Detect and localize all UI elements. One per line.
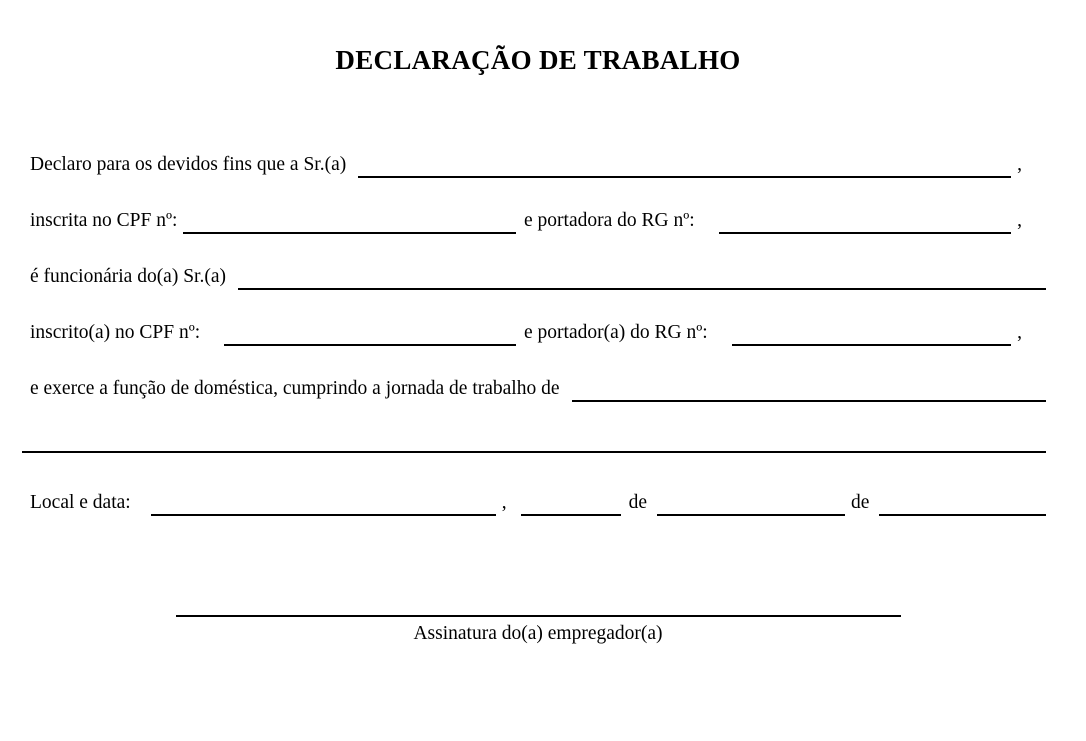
employee-cpf-field[interactable] <box>183 208 516 234</box>
de-label-2: de <box>850 492 870 513</box>
document-title: DECLARAÇÃO DE TRABALHO <box>335 45 741 75</box>
employee-docs-row <box>30 208 1046 234</box>
work-schedule-field[interactable] <box>572 376 1047 402</box>
employer-rg-label: e portador(a) do RG nº: <box>524 322 708 343</box>
employer-docs-row <box>30 320 1046 346</box>
employee-cpf-label: inscrita no CPF nº: <box>30 210 178 231</box>
year-field[interactable] <box>879 490 1046 516</box>
employer-cpf-label: inscrito(a) no CPF nº: <box>30 322 201 343</box>
employee-rg-field[interactable] <box>719 208 1011 234</box>
place-field[interactable] <box>151 490 496 516</box>
signature-line[interactable] <box>176 615 901 617</box>
employer-rg-field[interactable] <box>732 320 1011 346</box>
employer-docs-comma: , <box>1017 322 1022 343</box>
month-field[interactable] <box>657 490 845 516</box>
employer-cpf-field[interactable] <box>224 320 516 346</box>
work-schedule-row <box>30 376 1046 402</box>
work-schedule-continuation-field[interactable] <box>22 451 1046 453</box>
employee-rg-label: e portadora do RG nº: <box>524 210 695 231</box>
employer-intro-row <box>30 264 1046 290</box>
intro-comma: , <box>1017 154 1022 175</box>
employer-cpf-segment <box>30 320 516 346</box>
employee-docs-comma: , <box>1017 210 1022 231</box>
day-field[interactable] <box>521 490 621 516</box>
employee-name-field[interactable] <box>358 152 1011 178</box>
place-date-row <box>30 490 1046 516</box>
employee-cpf-segment <box>30 208 516 234</box>
place-comma: , <box>501 492 507 513</box>
intro-row <box>30 152 1046 178</box>
intro-label: Declaro para os devidos fins que a Sr.(a) <box>30 154 347 175</box>
place-date-label: Local e data: <box>30 492 131 513</box>
de-label-1: de <box>628 492 647 513</box>
employer-name-field[interactable] <box>238 264 1046 290</box>
signature-label: Assinatura do(a) empregador(a) <box>413 623 663 644</box>
employer-intro-label: é funcionária do(a) Sr.(a) <box>30 266 226 287</box>
work-schedule-label: e exerce a função de doméstica, cumprindo a jornada de trabalho de <box>30 378 560 399</box>
declaration-document <box>0 44 1086 741</box>
